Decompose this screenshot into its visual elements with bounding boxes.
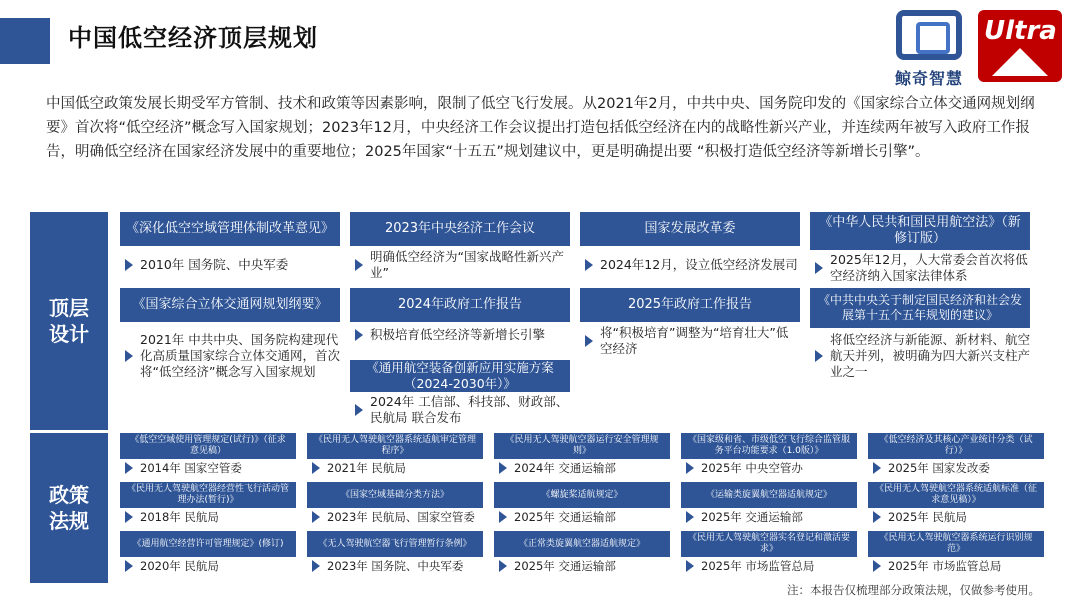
policy-card-desc: 2025年 民航局 — [868, 508, 1044, 526]
policy-card-title: 《民用无人驾驶航空器系统运行识别规范》 — [868, 531, 1044, 557]
policy-card — [307, 433, 483, 477]
policy-card — [120, 433, 296, 477]
policy-card — [120, 482, 296, 526]
jingqi-logo-text: 鲸奇智慧 — [894, 69, 963, 88]
top-card — [810, 212, 1030, 286]
policy-card — [307, 482, 483, 526]
policy-card-desc: 2025年 交通运输部 — [681, 508, 857, 526]
policy-card-desc: 2018年 民航局 — [120, 508, 296, 526]
policy-card — [681, 433, 857, 477]
top-card-title: 国家发展改革委 — [580, 212, 800, 246]
top-card-title: 《深化低空空域管理体制改革意见》 — [120, 212, 340, 246]
top-card — [580, 212, 800, 284]
top-card-title: 《国家综合立体交通网规划纲要》 — [120, 288, 340, 322]
policy-card-title: 《无人驾驶航空器飞行管理暂行条例》 — [307, 531, 483, 557]
top-card-desc: 将“积极培育”调整为“培育壮大”低空经济 — [580, 322, 800, 360]
policy-card-desc: 2023年 国务院、中央军委 — [307, 557, 483, 575]
policy-card — [494, 531, 670, 575]
ultra-logo — [978, 10, 1062, 82]
top-card-desc: 明确低空经济为“国家战略性新兴产业” — [350, 246, 570, 284]
policy-card-title: 《低空空域使用管理规定(试行)》（征求意见稿） — [120, 433, 296, 459]
top-card-desc: 积极培育低空经济等新增长引擎 — [350, 322, 570, 348]
policy-card-title: 《民用无人驾驶航空器系统适航审定管理程序》 — [307, 433, 483, 459]
intro-paragraph: 中国低空政策发展长期受军方管制、技术和政策等因素影响，限制了低空飞行发展。从2021年2月，中共中央、国务院印发的《国家综合立体交通网规划纲要》首次将“低空经济”概念写入国家规划；2023年12月，中央经济工作会议提出打造包括低空经济在内的战略性新兴产业，并连续两年被写入政府工作报告，明确低空经济在国家经济发展中的重要地位；2025年国家“十五五”规划建议中，更是明确提出要 “积极打造低空经济等新增长引擎”。 — [46, 96, 1035, 160]
policy-card-desc: 2025年 国家发改委 — [868, 459, 1044, 477]
section-label-policy — [30, 433, 108, 583]
title-accent-bar — [0, 18, 50, 64]
top-card-desc: 将低空经济与新能源、新材料、航空航天并列，被明确为四大新兴支柱产业之一 — [810, 328, 1030, 384]
top-card-title: 2025年政府工作报告 — [580, 288, 800, 322]
policy-card-title: 《国家空域基础分类方法》 — [307, 482, 483, 508]
top-card — [580, 288, 800, 360]
policy-card — [681, 482, 857, 526]
policy-card — [681, 531, 857, 575]
top-card — [350, 212, 570, 284]
top-card-desc: 2024年12月，设立低空经济发展司 — [580, 246, 800, 284]
top-card-desc: 2010年 国务院、中央军委 — [120, 246, 340, 284]
top-card-title: 2024年政府工作报告 — [350, 288, 570, 322]
top-card — [120, 212, 340, 284]
jingqi-logo-icon — [896, 10, 962, 60]
policy-card-desc: 2025年 市场监管总局 — [681, 557, 857, 575]
ultra-logo-icon — [992, 48, 1048, 76]
top-card — [120, 288, 340, 390]
top-card-title: 《中共中央关于制定国民经济和社会发展第十五个五年规划的建议》 — [810, 288, 1030, 328]
jingqi-logo — [890, 10, 968, 88]
policy-card-title: 《国家级和省、市级低空飞行综合监管服务平台功能要求（1.0版）》 — [681, 433, 857, 459]
footnote: 注：本报告仅梳理部分政策法规，仅做参考使用。 — [787, 583, 1040, 597]
policy-card — [868, 433, 1044, 477]
top-card-title: 2023年中央经济工作会议 — [350, 212, 570, 246]
top-card — [350, 288, 570, 348]
ultra-logo-text: Ultra — [984, 16, 1057, 46]
section-label-top-level — [30, 212, 108, 430]
policy-card-title: 《通用航空经营许可管理规定》(修订) — [120, 531, 296, 557]
top-card — [350, 360, 570, 428]
policy-card — [494, 433, 670, 477]
top-card — [810, 288, 1030, 384]
policy-card-desc: 2025年 交通运输部 — [494, 557, 670, 575]
policy-card — [120, 531, 296, 575]
page-title: 中国低空经济顶层规划 — [68, 24, 318, 52]
policy-card-desc: 2023年 民航局、国家空管委 — [307, 508, 483, 526]
top-card-desc: 2024年 工信部、科技部、财政部、民航局 联合发布 — [350, 392, 570, 428]
policy-card-title: 《民用无人驾驶航空器运行安全管理规则》 — [494, 433, 670, 459]
policy-card — [868, 531, 1044, 575]
policy-card-title: 《运输类旋翼航空器适航规定》 — [681, 482, 857, 508]
top-card-title: 《通用航空装备创新应用实施方案（2024-2030年）》 — [350, 360, 570, 392]
policy-card-title: 《民用无人驾驶航空器经营性飞行活动管理办法(暂行)》 — [120, 482, 296, 508]
policy-card-title: 《低空经济及其核心产业统计分类（试行）》 — [868, 433, 1044, 459]
policy-card-desc: 2020年 民航局 — [120, 557, 296, 575]
section-label-top-level-text: 顶层 设计 — [49, 296, 89, 346]
policy-card-desc: 2025年 中央空管办 — [681, 459, 857, 477]
policy-card — [868, 482, 1044, 526]
policy-card — [307, 531, 483, 575]
policy-card — [494, 482, 670, 526]
policy-card-title: 《民用无人驾驶航空器系统适航标准（征求意见稿）》 — [868, 482, 1044, 508]
policy-card-desc: 2024年 交通运输部 — [494, 459, 670, 477]
policy-card-title: 《民用无人驾驶航空器实名登记和激活要求》 — [681, 531, 857, 557]
top-card-title: 《中华人民共和国民用航空法》（新修订版） — [810, 212, 1030, 250]
policy-card-desc: 2025年 交通运输部 — [494, 508, 670, 526]
top-card-desc: 2021年 中共中央、国务院构建现代化高质量国家综合立体交通网，首次将“低空经济”概念写入国家规划 — [120, 322, 340, 390]
section-label-policy-text: 政策 法规 — [49, 483, 89, 533]
policy-card-desc: 2021年 民航局 — [307, 459, 483, 477]
policy-card-desc: 2025年 市场监管总局 — [868, 557, 1044, 575]
policy-card-title: 《螺旋桨适航规定》 — [494, 482, 670, 508]
top-card-desc: 2025年12月，人大常委会首次将低空经济纳入国家法律体系 — [810, 250, 1030, 286]
policy-card-desc: 2014年 国家空管委 — [120, 459, 296, 477]
policy-card-title: 《正常类旋翼航空器适航规定》 — [494, 531, 670, 557]
